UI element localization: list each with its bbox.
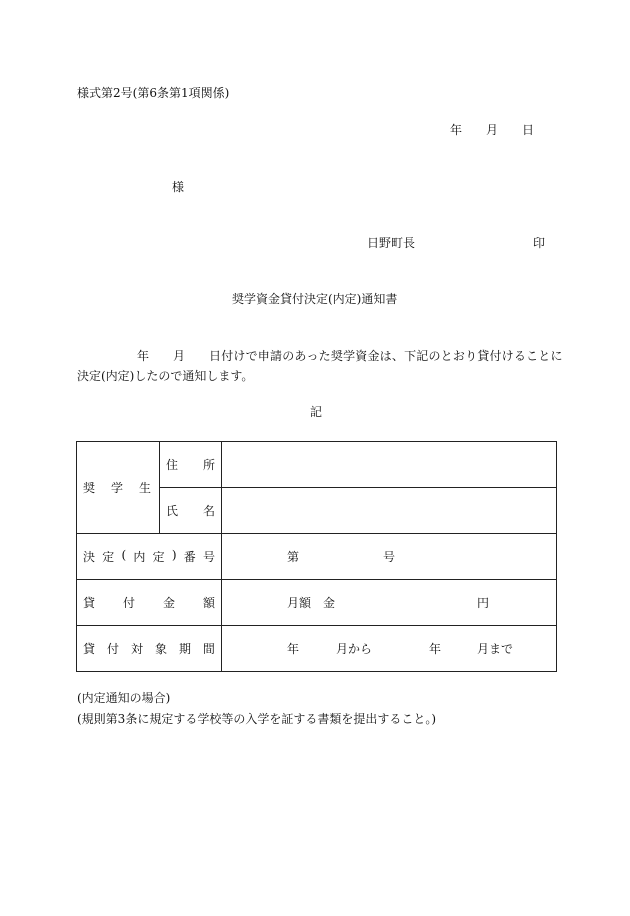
note-line-2: (規則第3条に規定する学校等の入学を証する書類を提出すること。) xyxy=(77,712,437,726)
form-number: 様式第2号(第6条第1項関係) xyxy=(77,86,230,100)
body-month-label: 月 xyxy=(173,349,186,363)
loan-amount-label-cell xyxy=(77,580,222,626)
name-label-cell xyxy=(160,488,222,534)
address-value-cell xyxy=(222,442,557,488)
student-group-label: 奨 学 生 xyxy=(83,481,151,495)
decision-number-suffix: 号 xyxy=(383,549,396,564)
issuer-name: 日野町長 xyxy=(367,236,416,250)
name-value-cell xyxy=(222,488,557,534)
loan-period-label-cell xyxy=(77,626,222,672)
note-line-1: (内定通知の場合) xyxy=(77,691,171,705)
document-title: 奨学資金貸付決定(内定)通知書 xyxy=(232,292,398,306)
recipient-suffix: 様 xyxy=(172,180,185,194)
date-month-label: 月 xyxy=(486,123,499,137)
period-start-month: 月から xyxy=(336,641,373,656)
monthly-amount-label: 月額 xyxy=(287,595,312,610)
loan-period-label: 貸 付 対 象 期 間 xyxy=(83,642,215,656)
loan-details-table xyxy=(76,441,557,672)
table-row xyxy=(77,442,557,488)
date-day-label: 日 xyxy=(522,123,535,137)
decision-number-prefix: 第 xyxy=(287,549,300,564)
name-label: 氏 名 xyxy=(166,504,215,518)
table-row xyxy=(77,580,557,626)
amount-yen-label: 円 xyxy=(477,595,490,610)
loan-amount-value-cell xyxy=(222,580,557,626)
address-label-cell xyxy=(160,442,222,488)
date-year-label: 年 xyxy=(450,123,463,137)
period-end-month: 月まで xyxy=(477,641,514,656)
loan-period-value-cell xyxy=(222,626,557,672)
body-line-2: 決定(内定)したので通知します。 xyxy=(77,369,254,383)
decision-number-value-cell xyxy=(222,534,557,580)
table-row xyxy=(77,534,557,580)
student-group-label-cell xyxy=(77,442,160,534)
decision-number-label-cell xyxy=(77,534,222,580)
address-label: 住 所 xyxy=(166,458,215,472)
record-heading: 記 xyxy=(310,405,323,419)
period-end-year: 年 xyxy=(429,641,442,656)
body-line-1: 日付けで申請のあった奨学資金は、下記のとおり貸付けることに xyxy=(209,349,563,363)
table-row xyxy=(77,626,557,672)
period-start-year: 年 xyxy=(287,641,300,656)
seal-mark: 印 xyxy=(533,236,546,250)
body-year-label: 年 xyxy=(137,349,150,363)
decision-number-label: 決 定 ( 内 定 ) 番 号 xyxy=(83,548,215,564)
loan-amount-label: 貸 付 金 額 xyxy=(83,596,215,610)
amount-money-label: 金 xyxy=(323,595,336,610)
